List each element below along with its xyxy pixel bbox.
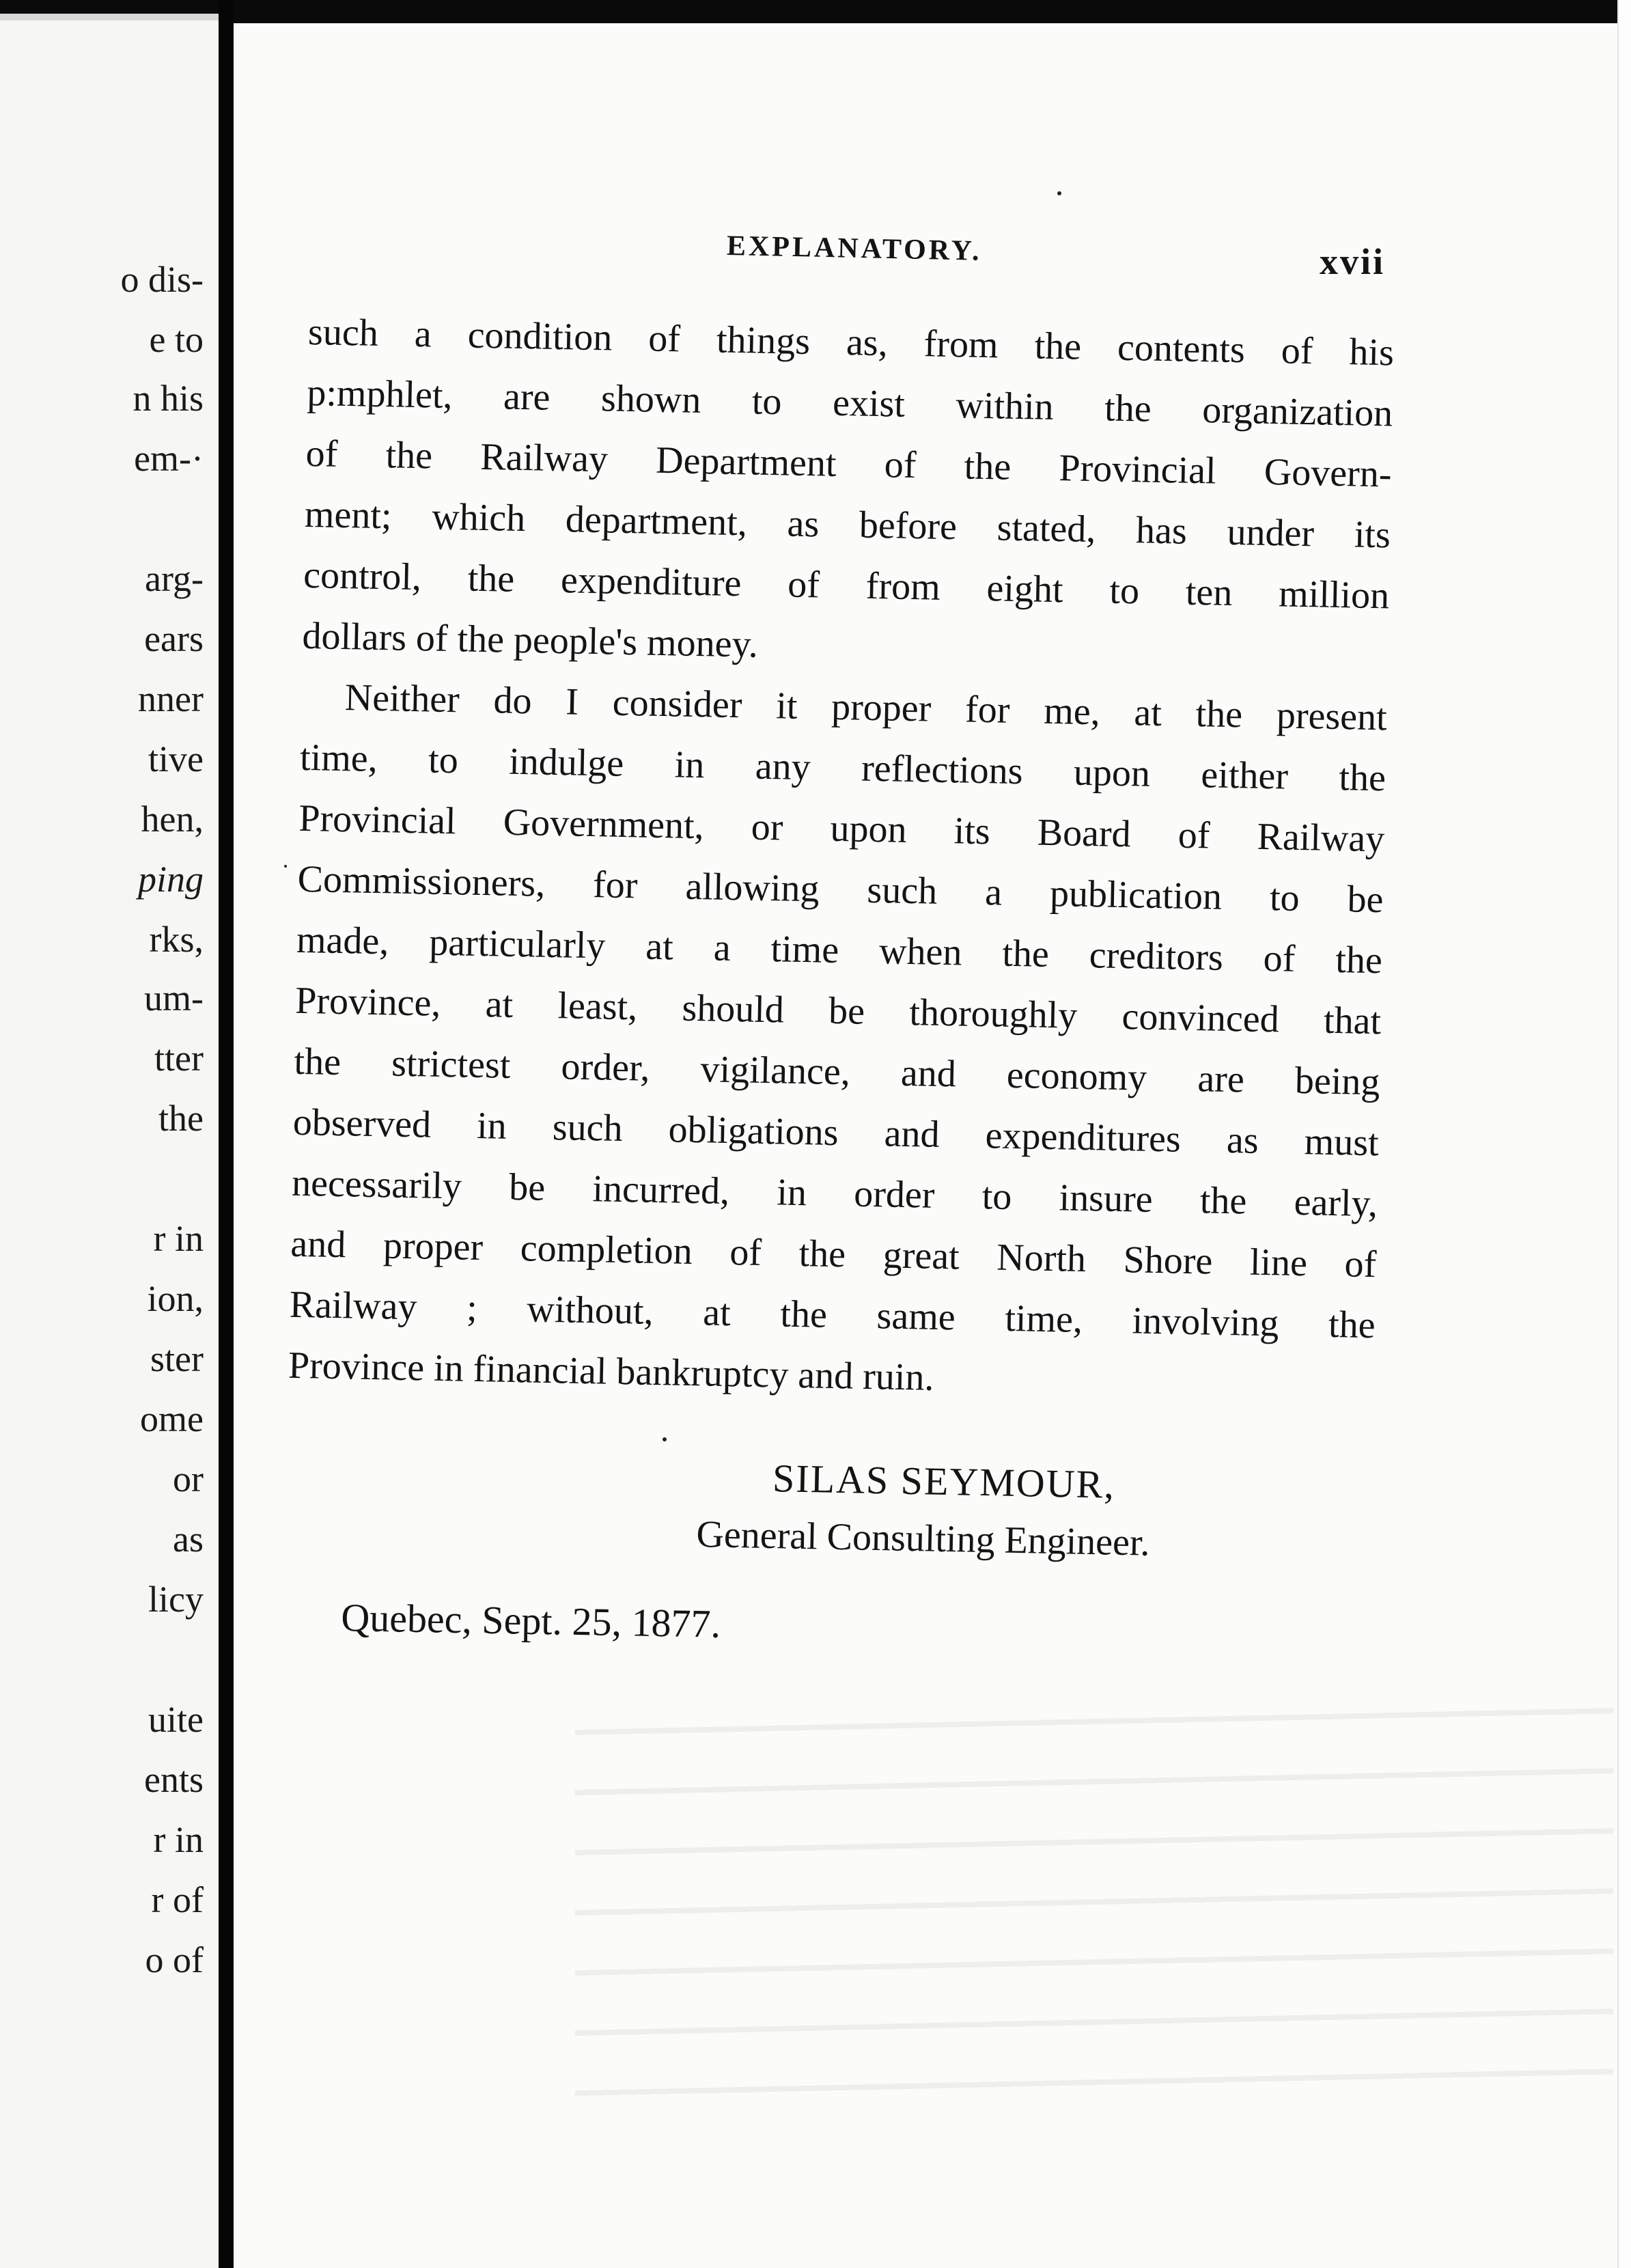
book-gutter xyxy=(219,0,234,2268)
left-fragment: r in xyxy=(153,1218,204,1259)
left-fragment: ster xyxy=(150,1338,204,1379)
text-line: p:mphlet, are shown to exist within the organization xyxy=(306,371,1393,435)
left-fragment: r of xyxy=(151,1879,204,1920)
text-line: necessarily be incurred, in order to insure the early, xyxy=(291,1161,1378,1226)
right-page xyxy=(234,23,1631,2268)
text-line: ment; which department, as before stated, has under its xyxy=(304,493,1391,557)
signatory-title: General Consulting Engineer. xyxy=(695,1512,1151,1564)
text-line: made, particularly at a time when the creditors of the xyxy=(296,918,1383,982)
text-line: Neither do I consider it proper for me, at the present xyxy=(344,676,1388,739)
scan-top-border xyxy=(0,0,1631,23)
text-line: and proper completion of the great North Shore line of xyxy=(290,1222,1377,1286)
left-fragment: ears xyxy=(144,618,204,659)
left-fragment: licy xyxy=(148,1579,204,1620)
left-fragment: e to xyxy=(149,319,204,360)
text-line: Provincial Government, or upon its Board of Railway xyxy=(298,797,1385,861)
left-fragment: tive xyxy=(148,738,204,779)
left-fragment: uite xyxy=(148,1699,204,1740)
show-through-bleed xyxy=(575,1690,1613,2100)
left-fragment: tter xyxy=(154,1038,204,1079)
left-fragment: r in xyxy=(153,1819,204,1860)
paper-speck xyxy=(284,865,287,868)
left-fragment: em-· xyxy=(134,438,204,479)
left-fragment: as xyxy=(173,1519,204,1560)
text-line: the strictest order, vigilance, and economy are being xyxy=(294,1040,1380,1104)
text-line: of the Railway Department of the Provincial Govern- xyxy=(305,432,1393,496)
text-line: Railway ; without, at the same time, involving the xyxy=(289,1283,1376,1347)
left-fragment: ents xyxy=(144,1759,204,1800)
left-fragment: ping xyxy=(137,859,204,900)
right-page-edge xyxy=(1617,0,1631,2268)
left-fragment: or xyxy=(173,1458,204,1499)
left-fragment: o dis- xyxy=(120,259,204,300)
text-line: time, to indulge in any reflections upon either the xyxy=(299,736,1386,800)
signature-block xyxy=(696,1448,1152,1572)
text-line: control, the expenditure of from eight to ten million xyxy=(303,553,1390,618)
page-number: xvii xyxy=(1320,241,1386,282)
left-fragment: ome xyxy=(140,1398,204,1439)
text-line: dollars of the people's money. xyxy=(302,614,759,666)
left-fragment: ion, xyxy=(147,1278,204,1319)
left-fragment: n his xyxy=(133,378,204,419)
text-line: Commissioners, for allowing such a publication to be xyxy=(297,857,1384,922)
paper-speck xyxy=(663,1437,667,1441)
body-text xyxy=(288,302,1394,1417)
left-fragment: um- xyxy=(144,978,204,1019)
paper-speck xyxy=(1057,191,1061,195)
dateline: Quebec, Sept. 25, 1877. xyxy=(340,1594,721,1646)
signatory-name: SILAS SEYMOUR, xyxy=(772,1456,1116,1507)
text-line: observed in such obligations and expenditures as must xyxy=(292,1101,1380,1165)
text-line: such a condition of things as, from the contents of his xyxy=(307,310,1395,374)
left-fragment: hen, xyxy=(141,799,204,840)
left-facing-page xyxy=(0,20,219,2268)
text-line: Province in financial bankruptcy and ruin. xyxy=(288,1344,935,1399)
left-fragment: o of xyxy=(145,1939,204,1980)
running-head: EXPLANATORY. xyxy=(726,230,983,267)
left-fragment: the xyxy=(158,1098,204,1139)
left-fragment: rks, xyxy=(149,919,204,960)
text-line: Province, at least, should be thoroughly convinced that xyxy=(294,979,1382,1043)
left-fragment: nner xyxy=(138,678,204,719)
left-fragment: arg- xyxy=(145,558,204,599)
